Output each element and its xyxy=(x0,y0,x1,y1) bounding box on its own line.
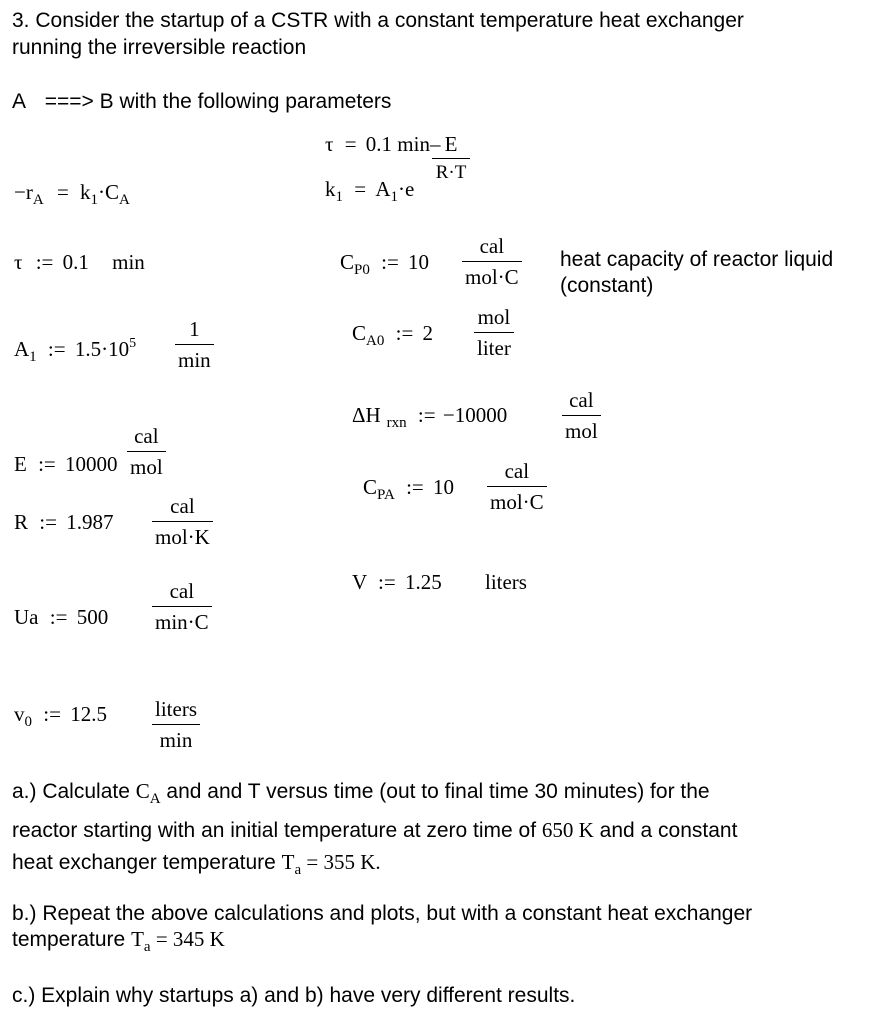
param-ca0-unit-num: mol xyxy=(474,305,514,333)
param-ua-value: 500 xyxy=(76,605,109,629)
param-ca0-value: 2 xyxy=(422,321,434,345)
param-r-value: 1.987 xyxy=(66,510,114,534)
part-a-ca-sub: A xyxy=(149,791,161,807)
param-tau-name: τ xyxy=(14,250,23,274)
rate-k: k xyxy=(80,180,91,204)
param-v0 xyxy=(14,702,107,734)
tau-minus: – xyxy=(429,132,441,156)
param-e-op: := xyxy=(38,452,56,476)
param-r-unit-num: cal xyxy=(152,494,213,522)
param-tau-op: := xyxy=(35,250,54,274)
part-b-ta: T xyxy=(131,927,144,951)
param-e-value: 10000 xyxy=(65,452,118,476)
part-a-line-2-post: and a constant xyxy=(593,819,738,842)
part-a-ca: C xyxy=(135,779,150,803)
part-a-line-3-pre: heat exchanger temperature xyxy=(12,851,282,874)
param-a1 xyxy=(14,332,136,369)
param-r-op: := xyxy=(39,510,57,534)
param-cpa-op: := xyxy=(406,475,424,499)
param-e-unit-num: cal xyxy=(127,424,166,452)
param-cp0-note-2: (constant) xyxy=(560,274,654,297)
part-a-line-1-pre: a.) Calculate xyxy=(12,780,136,803)
param-dh-name: ΔH xyxy=(352,403,381,427)
rate-sub-a: A xyxy=(32,192,44,208)
rate-equals: = xyxy=(56,180,69,204)
param-a1-exp: 5 xyxy=(129,336,137,351)
param-cpa-name: C xyxy=(363,475,378,499)
param-tau xyxy=(14,250,145,274)
rate-law xyxy=(14,180,130,212)
param-ca0 xyxy=(352,321,433,353)
param-v-unit: liters xyxy=(484,570,527,594)
part-b-line-2-pre: temperature xyxy=(12,928,132,951)
reaction-arrow: ===> xyxy=(44,90,94,113)
param-cp0-unit-den: mol·C xyxy=(465,265,519,289)
param-cpa-unit xyxy=(487,459,547,514)
k1-dot: · xyxy=(398,177,406,201)
tau-definition xyxy=(325,132,440,156)
part-c-line-1: c.) Explain why startups a) and b) have very different results. xyxy=(12,984,576,1007)
param-v0-name: v xyxy=(14,702,25,726)
param-ca0-unit xyxy=(474,305,514,360)
param-r-unit xyxy=(152,494,213,549)
param-cp0-value: 10 xyxy=(408,250,430,274)
param-cp0-unit xyxy=(462,234,522,289)
reaction-species-a: A xyxy=(12,90,25,113)
param-a1-unit xyxy=(175,317,214,372)
param-ca0-sub: A0 xyxy=(366,333,385,349)
k1-e: e xyxy=(405,177,415,201)
param-a1-unit-den: min xyxy=(178,348,211,372)
param-dh-sub: rxn xyxy=(386,415,407,431)
param-cpa xyxy=(363,475,454,507)
param-v0-value: 12.5 xyxy=(70,702,107,726)
param-v0-unit xyxy=(152,697,200,752)
param-cpa-value: 10 xyxy=(433,475,455,499)
param-v-op: := xyxy=(378,570,396,594)
tau-value: 0.1 min xyxy=(365,132,430,156)
param-ca0-name: C xyxy=(352,321,367,345)
param-cp0-note-1: heat capacity of reactor liquid xyxy=(560,248,834,271)
param-a1-sub: 1 xyxy=(29,349,37,365)
param-v-value: 1.25 xyxy=(404,570,442,594)
param-ua-op: := xyxy=(49,605,68,629)
part-a-line-3 xyxy=(12,850,381,882)
part-a-line-2-pre: reactor starting with an initial temperature at zero time of xyxy=(12,819,542,842)
param-r xyxy=(14,510,113,534)
param-cp0-name: C xyxy=(340,250,355,274)
param-cpa-sub: PA xyxy=(377,487,395,503)
param-ua-unit-den: min·C xyxy=(155,610,209,634)
reaction-statement xyxy=(12,89,391,115)
param-cp0-unit-num: cal xyxy=(462,234,522,262)
problem-line-1: 3. Consider the startup of a CSTR with a constant temperature heat exchanger xyxy=(12,9,744,32)
k1-a-sub: 1 xyxy=(390,189,399,205)
part-a-ta: T xyxy=(281,850,295,874)
k1-sub: 1 xyxy=(335,189,343,205)
param-v xyxy=(352,570,527,594)
param-a1-op: := xyxy=(47,337,66,361)
rate-k-sub: 1 xyxy=(90,192,99,208)
param-e-unit xyxy=(127,424,166,479)
param-v0-unit-den: min xyxy=(159,728,193,752)
param-a1-mantissa: 1.5·10 xyxy=(74,337,130,361)
param-dh-unit xyxy=(562,388,601,443)
k1-equals: = xyxy=(354,177,367,201)
rate-neg-r: −r xyxy=(14,180,33,204)
param-cpa-unit-den: mol·C xyxy=(490,490,544,514)
part-a-line-1 xyxy=(12,779,710,811)
part-a-line-2 xyxy=(12,818,737,844)
param-cpa-unit-num: cal xyxy=(487,459,547,487)
param-ua-unit-num: cal xyxy=(152,579,212,607)
part-b-line-2 xyxy=(12,927,225,959)
rate-dot: · xyxy=(98,180,106,204)
rate-c: C xyxy=(105,180,120,204)
tau-equals: = xyxy=(344,132,357,156)
tau-symbol: τ xyxy=(325,132,334,156)
param-dh xyxy=(352,403,507,435)
param-cp0 xyxy=(340,250,429,282)
rate-c-sub: A xyxy=(119,192,130,208)
param-tau-value: 0.1 xyxy=(62,250,89,274)
param-dh-value: −10000 xyxy=(442,403,508,427)
param-dh-op: := xyxy=(417,403,436,427)
param-dh-unit-den: mol xyxy=(565,419,598,443)
param-cp0-sub: P0 xyxy=(354,262,370,278)
param-v0-unit-num: liters xyxy=(152,697,200,725)
param-ca0-unit-den: liter xyxy=(477,336,511,360)
exponent-numerator: E xyxy=(432,132,470,159)
part-a-line-1-post: and and T versus time (out to final time 30 minutes) for the xyxy=(160,780,710,803)
problem-line-2: running the irreversible reaction xyxy=(12,36,307,59)
exponent-fraction xyxy=(429,132,470,185)
k1-equation xyxy=(325,177,414,209)
param-e-name: E xyxy=(14,452,27,476)
param-ua xyxy=(14,605,108,629)
param-e xyxy=(14,452,118,476)
reaction-rest: B with the following parameters xyxy=(99,90,392,113)
param-dh-unit-num: cal xyxy=(562,388,601,416)
param-v-name: V xyxy=(352,570,367,594)
part-b-ta-value: = 345 K xyxy=(150,927,225,951)
part-a-ta-value: = 355 K. xyxy=(301,850,381,874)
part-b-ta-sub: a xyxy=(143,939,151,955)
param-r-name: R xyxy=(14,510,29,534)
param-ua-name: Ua xyxy=(14,605,39,629)
k1-a: A xyxy=(375,177,391,201)
param-v0-op: := xyxy=(43,702,61,726)
part-a-initial-temp: 650 K xyxy=(541,818,594,842)
param-ua-unit xyxy=(152,579,212,634)
param-v0-sub: 0 xyxy=(24,714,32,730)
param-r-unit-den: mol·K xyxy=(155,525,210,549)
param-e-unit-den: mol xyxy=(130,455,163,479)
param-cp0-op: := xyxy=(381,250,399,274)
part-b-line-1: b.) Repeat the above calculations and plots, but with a constant heat exchanger xyxy=(12,902,753,925)
param-tau-unit: min xyxy=(112,250,145,274)
part-a-ta-sub: a xyxy=(294,862,302,878)
param-a1-name: A xyxy=(14,337,30,361)
param-a1-unit-num: 1 xyxy=(175,317,214,345)
param-ca0-op: := xyxy=(395,321,414,345)
exponent-denominator: R·T xyxy=(435,162,467,183)
k1-symbol: k xyxy=(325,177,336,201)
